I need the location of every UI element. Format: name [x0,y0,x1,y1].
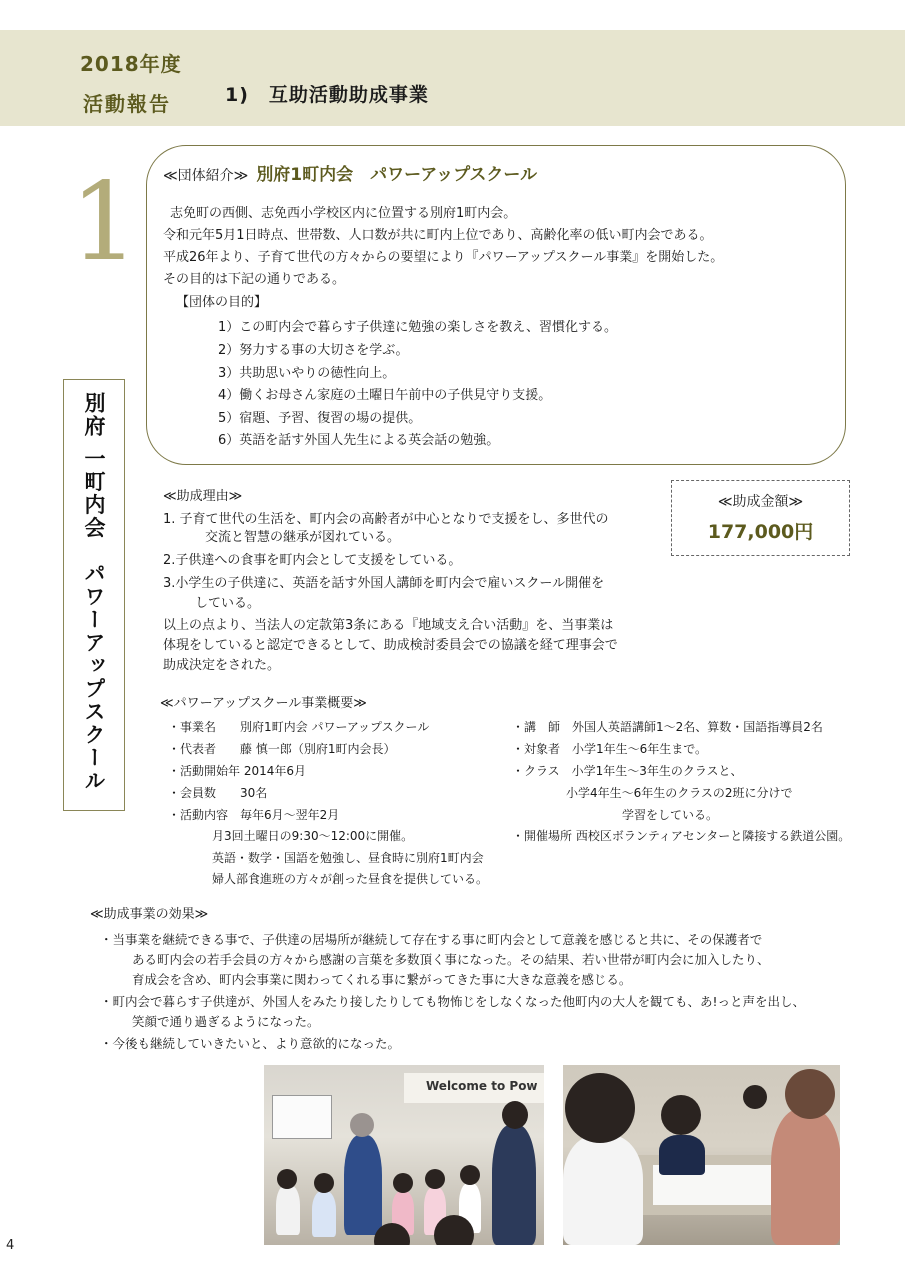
reason-line: 交流と智慧の継承が図れている。 [205,530,401,545]
effects-line: 育成会を含め、町内会事業に関わってくれる事に繋がってきた事に大きな意義を感じる。 [132,972,632,987]
teacher-head [350,1113,374,1137]
effects-line: 笑顔で通り過ぎるようになった。 [132,1014,320,1029]
overview-item: ・会員数 30名 [168,786,268,800]
overview-item: 月3回土曜日の9:30～12:00に開催。 [212,829,414,843]
intro-title: 別府1町内会 パワーアップスクール [256,165,538,185]
reason-line: している。 [195,596,261,611]
overview-heading: ≪パワーアップスクール事業概要≫ [160,696,367,711]
effects-heading: ≪助成事業の効果≫ [90,907,209,922]
child-figure [563,1135,643,1245]
effects-line: ・町内会で暮らす子供達が、外国人をみたり接したりしても物怖じをしなくなった他町内の大人を観ても、あ!っと声を出し、 [100,994,806,1009]
overview-item: ・クラス 小学1年生～3年生のクラスと、 [512,764,743,778]
child-head [393,1173,413,1193]
purpose-item: 5）宿題、予習、復習の場の提供。 [218,411,422,426]
child-head [565,1073,635,1143]
purpose-heading: 【団体の目的】 [176,295,268,310]
effects-line: ある町内会の若手会員の方々から感謝の言葉を多数頂く事になった。その結果、若い世帯が町内会に加入したり、 [132,952,770,967]
overview-item: ・代表者 藤 慎一郎（別府1町内会長） [168,742,396,756]
page-number: 4 [6,1238,15,1253]
reason-line: 2.子供達への食事を町内会として支援をしている。 [163,553,462,568]
grant-amount-box [671,480,850,556]
intro-heading [163,160,537,185]
effects-line: ・当事業を継続できる事で、子供達の居場所が継続して存在する事に町内会として意義を感じると共に、その保護者で [100,932,763,947]
purpose-item: 6）英語を話す外国人先生による英会話の勉強。 [218,433,500,448]
child-head [661,1095,701,1135]
child-figure [276,1185,300,1235]
purpose-item: 4）働くお母さん家庭の土曜日午前中の子供見守り支援。 [218,388,552,403]
intro-line: 平成26年より、子育て世代の方々からの要望により『パワーアップスクール事業』を開始した。 [163,250,724,265]
reason-line: 以上の点より、当法人の定款第3条にある『地域支え合い活動』を、当事業は [163,618,614,633]
child-head [743,1085,767,1109]
overview-item: 小学4年生～6年生のクラスの2班に分けで [566,786,793,800]
overview-item: ・事業名 別府1町内会 パワーアップスクール [168,720,430,734]
volunteer-figure [771,1109,840,1245]
section-number: 1 [70,160,139,285]
child-head [425,1169,445,1189]
overview-item: ・講 師 外国人英語講師1～2名、算数・国語指導員2名 [512,720,823,734]
child-head [314,1173,334,1193]
whiteboard [272,1095,332,1139]
purpose-item: 1）この町内会で暮らす子供達に勉強の楽しさを教え、習慣化する。 [218,320,618,335]
overview-item: 英語・数学・国語を勉強し、昼食時に別府1町内会 [212,851,484,865]
teacher-figure-2 [492,1125,536,1245]
volunteer-head [785,1069,835,1119]
welcome-sign: Welcome to Pow [404,1073,544,1103]
reason-heading: ≪助成理由≫ [163,489,243,504]
child-figure [312,1191,336,1237]
reason-line: 1. 子育て世代の生活を、町内会の高齢者が中心となりで支援をし、多世代の [163,512,609,527]
effects-line: ・今後も継続していきたいと、より意欲的になった。 [100,1036,401,1051]
grant-amount-label: ≪助成金額≫ [717,494,804,510]
grant-amount-value: 177,000円 [707,521,814,543]
reason-line: 助成決定をされた。 [163,658,281,673]
report-label: 活動報告 [83,92,171,116]
intro-line: 志免町の西側、志免西小学校区内に位置する別府1町内会。 [170,206,517,221]
reason-line: 3.小学生の子供達に、英語を話す外国人講師を町内会で雇いスクール開催を [163,576,605,591]
intro-line: 令和元年5月1日時点、世帯数、人口数が共に町内上位であり、高齢化率の低い町内会である。 [163,228,713,243]
overview-item: 学習をしている。 [622,808,719,822]
report-year: 2018年度 [80,52,182,76]
overview-item: ・活動開始年 2014年6月 [168,764,306,778]
child-head [460,1165,480,1185]
child-figure [659,1135,705,1175]
side-label: 別府 一町内会 パワーアップスクール [82,392,106,793]
side-label-box [63,379,125,811]
overview-item: ・対象者 小学1年生～6年生まで。 [512,742,708,756]
intro-label: ≪団体紹介≫ [163,168,249,184]
reason-line: 体現をしていると認定できるとして、助成検討委員会での協議を経て理事会で [163,638,618,653]
purpose-item: 2）努力する事の大切さを学ぶ。 [218,343,409,358]
section-title: 1) 互助活動助成事業 [225,84,429,106]
overview-item: ・開催場所 西校区ボランティアセンターと隣接する鉄道公園。 [512,829,851,843]
teacher-head-2 [502,1101,528,1129]
teacher-figure [344,1135,382,1235]
photo-study-class [563,1065,840,1245]
photo-english-class [264,1065,544,1245]
overview-item: 婦人部食進班の方々が創った昼食を提供している。 [212,872,489,886]
intro-line: その目的は下記の通りである。 [163,272,346,287]
child-head [277,1169,297,1189]
purpose-item: 3）共助思いやりの徳性向上。 [218,366,396,381]
overview-item: ・活動内容 毎年6月～翌年2月 [168,808,340,822]
